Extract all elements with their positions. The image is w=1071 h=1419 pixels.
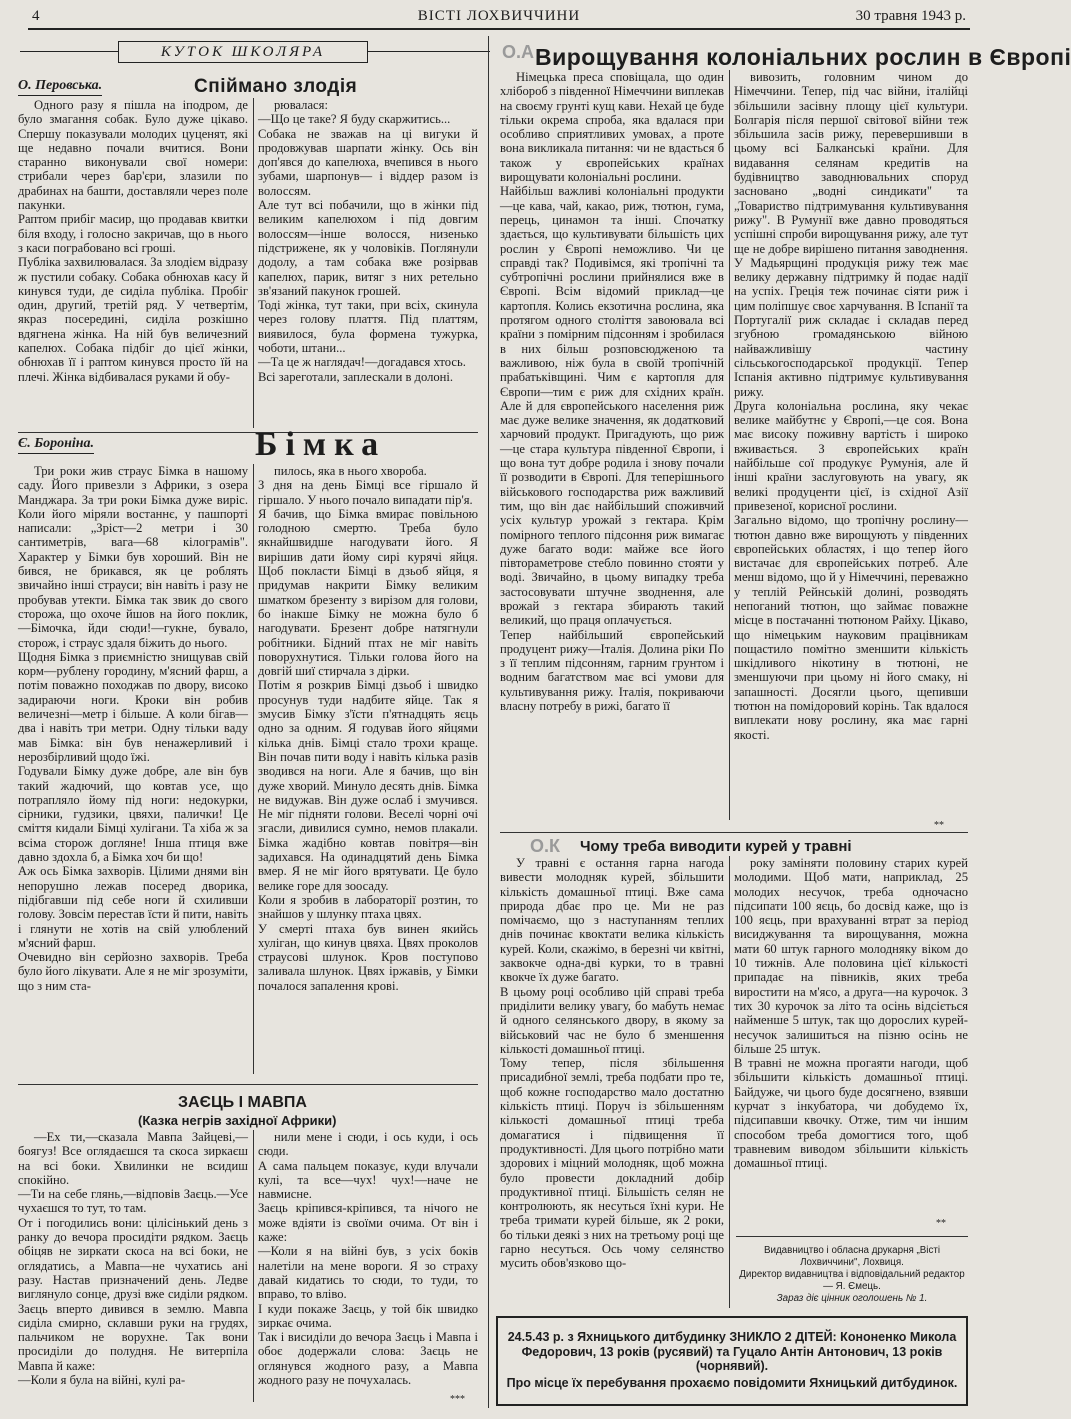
article-divider bbox=[18, 1084, 478, 1085]
article1-title: Спіймано злодія bbox=[194, 76, 358, 97]
page-number: 4 bbox=[32, 8, 40, 24]
imprint bbox=[736, 1245, 968, 1305]
article1-column2: рювалася: —Що це таке? Я буду скаржитись... Собака не зважав на ці вигуки й продовжував шарпати жінку. Ось він доп'явся до капелюха, вчепився в нього зубами, шарпонув— і віддер разом із волоссям. Але тут всі побачили, що в жінки під великим капелюхом і під довгим волоссям—інше волосся, низенько підстрижене, як у чоловіків. Поглянули додолу, а там собака вже розірвав капелюх, парик, витяг з них ретельно зв'язаний пакунок грошей. Тоді жінка, тут таки, при всіх, скинула через голову плаття. Під платтям, виявилося, була формена тужурка, чоботи, штани... —Та це ж наглядач!—догадався хтось. Всі зареготали, заплескали в долоні. bbox=[258, 98, 478, 384]
column-rule bbox=[253, 98, 254, 428]
issue-date: 30 травня 1943 р. bbox=[855, 8, 966, 24]
imprint-price: Зараз діє цінник оголошень № 1. bbox=[776, 1293, 928, 1304]
column-rule bbox=[729, 70, 730, 820]
article5-title: Чому треба виводити курей у травні bbox=[580, 838, 852, 855]
article-divider bbox=[18, 432, 478, 433]
article1-author: О. Перовська. bbox=[18, 78, 102, 96]
column-rule bbox=[253, 1130, 254, 1402]
article2-column2: пилось, яка в нього хвороба. З дня на день Бімці все гіршало й гіршало. У нього почало випадати пір'я. Я бачив, що Бімка вмирає повільною голодною смертю. Треба було якнайшвидше нагодувати його. Я вирішив дати йому сирі курячі яйця. Щоб покласти Бімці в дзьоб яйця, я придумав накрити Бімку великим шматком брезенту з вирізом для голови, бо інакше Бімку не можна було б нагодувати. Брезент добре натягнули робітники. Бідний птах не міг навіть поворухнутися. Тільки голова його на довгій шиї стирчала з дірки. Потім я розкрив Бімці дзьоб і швидко просунув туди надбите яйце. Так я змусив Бімку з'їсти п'ятнадцять яєць одно за одним. Я годував його яйцями кілька днів. Бімці стало трохи краще. Він почав пити воду і навіть кілька разів зводився на ноги. Але я бачив, що він дуже хворий. Минуло десять днів. Бімка не видужав. Він дуже ослаб і змучився. Не міг підняти голови. Веселі чорні очі згасли, дивилися сумно, немов плакали. Бімка жадібно ковтав повітря—він задихався. На одинадцятий день Бімка вмер. Я не міг його врятувати. Це було велике горе для зоосаду. Коли я зробив в лабораторії розтин, то знайшов у шлунку птаха цвях. У смерті птаха був винен якийсь хуліган, що кинув цвяха. Цвях проколов страусові шлунок. Кров поступово заливала шлунок. Цвях іржавів, у Бімки почалося запалення крові. bbox=[258, 464, 478, 993]
section-label: КУТОК ШКОЛЯРА bbox=[118, 41, 368, 63]
article5-column2: року заміняти половину старих курей молодими. Щоб мати, наприклад, 25 молодих несучок, треба одночасно підсипати 100 яєць, бо досвід каже, що із 100 яєць, при врахуванні втрат за період висиджування та вирощування, можна мати 60 штук гарного молодняку віком до 10 тижнів. Але половина цієї кількості припадає на півників, яких треба виростити на м'ясо, а друга—на курочок. З тих 30 курочок за літо та осінь відсіється найменше 5 штук, так що дорослих курей-несучок залишиться на пізню осінь не більше 25 штук. В травні не можна прогаяти нагоди, щоб збільшити кількість домашньої птиці. Байдуже, чи цього буде досягнено, взявши курчат з інкубатора, чи добудемо їх, підсипавши квочку. Отже, тим чи іншим способом треба домогтися того, щоб травневим виводом збільшити кількість домашньої птиці. bbox=[734, 856, 968, 1171]
article2-title: Бімка bbox=[255, 426, 387, 463]
imprint-rule bbox=[736, 1236, 968, 1237]
article3-subtitle: (Казка негрів західної Африки) bbox=[138, 1113, 337, 1128]
article3-column2: нили мене і сюди, і ось куди, і ось сюди. А сама пальцем показує, куди влучали кулі, та все—чух! чух!—наче не навмисне. Заєць кріпився-кріпився, та нічого не може вдіяти із своїми очима. От він і каже: —Коли я на війні був, з усіх боків налетіли на мене вороги. Я зо страху давай кидатись то сюди, то туди, то вправо, то вліво. І куди покаже Заєць, у той бік швидко зиркає очима. Так і висиділи до вечора Заєць і Мавпа і обоє додержали слова: Заєць не оглянувся жодного разу, а Мавпа жодного разу не почухалась. bbox=[258, 1130, 478, 1388]
notice-request: Про місце їх перебування прохаємо повідомити Яхницький дитбудинок. bbox=[506, 1375, 958, 1390]
article4-title: Вирощування колоніальних рослин в Європі bbox=[535, 44, 1071, 70]
missing-children-notice bbox=[496, 1316, 968, 1406]
newspaper-name: ВІСТІ ЛОХВИЧЧИНИ bbox=[417, 8, 581, 24]
imprint-publisher: Видавництво і обласна друкарня „Вісті Лохвиччини", Лохвиця. bbox=[763, 1245, 941, 1268]
article3-title: ЗАЄЦЬ І МАВПА bbox=[178, 1094, 307, 1111]
article4-column2: вивозить, головним чином до Німеччини. Тепер, під час війни, італійці збільшили засівну площу цієї культури. Болгарія після першої світової війни теж збільшила засів рижу, перевершивши в цьому всі Балканські країни. Для видавання селянам кредитів на будівництво заводнювальних споруд засновано „водні синдикати" та „Товариство підтримування культивування рижу". В Румунії вже давно проводяться успішні спроби вирощування рижу, але тут ще не добре вирішено питання заводнення. У Мадьярщині продукція рижу теж має велику державну підтримку й подає надії на успіх. Греція теж починає сіяти риж і цим поліпшує своє харчування. В Іспанії та Португалії риж складає і складав перед згубною громадянською війною найважливішу частину сільськогосподарської продукції. Тепер Іспанія активно підтримує культивування рижу. Друга колоніальна рослина, яку чекає велике майбутнє у Європі,—це соя. Вона має високу поживну вартість і широко вживається. З європейських країн найбільше сої продукує Румунія, але й інші країни заслуговують на увагу, як великі продуценти цієї, із східної Азії привезеної, корисної рослини. Загально відомо, що тропічну рослину—тютюн давно вже вирощують у південних європейських областях, і що тепер його вистачає для європейських потреб. Але менш відомо, що й у Німеччині, переважно у теплій Рейнській долині, розводять непоганий тютюн, що займає поважне місце в постачанні тютюном Райху. Цікаво, що німецьким науковим працівникам пощастило помітно зменшити кількість шкідливого нікотину в тютюні, не зменшуючи при цьому ні його смаку, ні запашності. Досягли цього, щепивши тютюн на помідоровий корінь. Так вдалося виплекати нову рослину, яка має гарні якості. bbox=[734, 70, 968, 742]
ink-stamp: О.А bbox=[502, 42, 535, 62]
page-center-rule bbox=[488, 36, 489, 1408]
article-divider bbox=[500, 832, 968, 833]
end-mark: ** bbox=[936, 1218, 946, 1229]
ink-stamp: О.К bbox=[530, 836, 560, 856]
article3-column1: —Ех ти,—сказала Мавпа Зайцеві,—боягуз! Все оглядаєшся та скоса зиркаєш на всі боки. Хвилинки не всидиш спокійно. —Ти на себе глянь,—відповів Заєць.—Усе чухаєшся то тут, то там. От і погодились вони: цілісінький день з ранку до вечора просидіти рядком. Заєць обіцяв не зиркати скоса на всі боки, не оглядатись, а Мавпа—не чухатись ані разу. Настав призначений день. Ледве виглянуло сонце, друзі вже сиділи рядком. Заєць вперто дивився в землю. Мавпа сиділа смирно, склавши руки на грудях, пальчиком не ворухне. Так вони просиділи до полудня. Не витерпіла Мавпа й каже: —Коли я була на війні, кулі ра- bbox=[18, 1130, 248, 1388]
end-mark: *** bbox=[450, 1394, 465, 1405]
article1-column1: Одного разу я пішла на іподром, де було змагання собак. Було дуже цікаво. Спершу показували молодих цуценят, які ще недавно почали вчитися. Вони старанно виконували свої номери: стрибали через бар'єри, злазили по драбинах на башти, доставляли через поле пакунки. Раптом прибіг масир, що продавав квитки біля входу, і голосно закричав, що в нього з каси пограбовано всі гроші. Публіка захвилювалася. За злодієм відразу ж пустили собаку. Собака обнюхав касу й кинувся туди, де сиділа публіка. Пробіг один, другий, третій ряд. У четвертім, якраз посередині, сиділа розкішно вдягнена жінка. На ній був величезний капелюх. Собака підбіг до цієї жінки, обнюхав її і раптом кинувся просто їй на плечі. Жінка відбивалася руками й обу- bbox=[18, 98, 248, 384]
masthead bbox=[28, 6, 970, 30]
article2-column1: Три роки жив страус Бімка в нашому саду. Його привезли з Африки, з озера Манджара. За три роки Бімка дуже виріс. Коли його міряли востаннє, у пашпорті написали: „Зріст—2 метри і 30 сантиметрів, вага—68 кілограмів". Характер у Бімки був хороший. Він не бився, не брикався, як це роблять звичайно інші страуси; він навіть і разу не пробував утекти. Бімка так звик до свого сторожа, що охоче йшов на його поклик,—Бімочка, йди сюди!—гукне, бувало, сторож, і страус здаля біжить до нього. Щодня Бімка з приємністю знищував свій корм—рублену городину, м'ясний фарш, а потім поважно походжав по двору, високо задираючи ноги. Кроки він робив величезні—метр і більше. А коли бігав—два і навіть три метри. Одну тільки ваду мав Бімка: він був ненажерливий і нерозбірливий щодо їжі. Годували Бімку дуже добре, але він був такий жадючий, що ковтав усе, що потрапляло йому під ноги: недокурки, сірники, гудзики, цвяхи, палички! Це сміття кидали Бімці хулігани. Та хіба ж за всіма сторож догляне! Інша птиця вже давно здохла б, а Бімка хоч би що! Аж ось Бімка захворів. Цілими днями він непорушно лежав посеред дворика, підібгавши під себе ноги й схиливши голову. Зовсім перестав їсти й пити, навіть і глянути не хотів на свій улюблений м'ясний фарш. Очевидно він серйозно захворів. Треба було його лікувати. Але я не міг зрозуміти, що з ним ста- bbox=[18, 464, 248, 993]
notice-main: 24.5.43 р. з Яхницького дитбудинку ЗНИКЛО 2 ДІТЕЙ: Кононенко Микола Федорович, 13 років (русявий) та Гуцало Антін Антонович, 13 років (чорнявий). bbox=[507, 1330, 957, 1373]
article4-column1: Німецька преса сповіщала, що один хлібороб з південної Німеччини виплекав на своєму грунті кущ кави. Нехай це буде тільки окрема спроба, яка вдалася при особливо сприятливих умовах, а проте вона викликала питання: чи не вдасться б також у європейських країнах вирощувати колоніальні рослини. Найбільш важливі колоніальні продукти—це кава, чай, какао, риж, тютюн, гума, перець, цинамон та інші. Спочатку здається, що культивувати більшість цих рослин у Європі неможливо. Чи це справді так? Подивімся, які тропічні та субтропічні рослини прийнялися вже в Європі. Всім відомий приклад—це картопля. Колись екзотична рослина, яка протягом одного століття завоювала всі країни з помірним підсонням і зробилася в них більш розповсюдженою та важливою, ніж була в своїй тропічній прабатьківщині. Чим є картопля для Європи—тим є риж для східних країн. Але й для європейського населення риж має дуже велике значення, як додатковий харчовий продукт. Пригадують, що риж—це стара культура південної Європи, і що вона тут добре родила і знову почали її розводити в Європі. Для теперішнього військового господарства риж важливий тим, що він дає найбільший споживчий усіх культур урожай з гектара. Крім помірного теплого підсоння риж вимагає дуже багато води: майже все його півтораметрове стебло повинно стояти у воді. Звичайно, в цьому випадку треба застосовувати штучне зводнення, але врожай з гектара збирають такий великий, що праця оплачується. Тепер найбільший європейський продуцент рижу—Італія. Долина ріки По з її теплим підсонням, гарним грунтом і водним багатством має всі умови для культивування рижу. Італія, покриваючи власну потребу в рижі, багато її bbox=[500, 70, 724, 714]
imprint-editor: Директор видавництва і відповідальний редактор — Я. Ємець. bbox=[739, 1269, 965, 1292]
column-rule bbox=[253, 464, 254, 1074]
article2-author: Є. Бороніна. bbox=[18, 436, 94, 454]
column-rule bbox=[729, 856, 730, 1308]
end-mark: ** bbox=[934, 820, 944, 831]
article5-column1: У травні є остання гарна нагода вивести молодняк курей, збільшити кількість домашньої птиці. Вже сама природа дбає про це. Ми не раз помічаємо, що з наступанням теплих днів починає квоктати велика кількість курей. Коли, скажімо, в березні чи квітні, заквокче одна-дві курки, то в травні квокче їх дуже багато. В цьому році особливо цій справі треба приділити велику увагу, бо мабуть немає й одного селянського двору, в якому за військовий час не було б зменшення кількості домашньої птиці. Тому тепер, після збільшення присадибної землі, треба подбати про те, щоб кожне господарство мало достатню кількість птиці. Поруч із збільшенням кількості домашньої птиці треба домагатися і підвищення її продуктивності. Для цього потрібно мати здорових і міцний молодняк, щоб можна було провести докладний добір продуктивної птиці. Більшість селян не контролюють, як несуться їхні кури. Не треба тримати курей більше, як 2 роки, бо тільки деякі з них на третьому році ще гарно несуться. Ось чому селянство мусить обов'язково що- bbox=[500, 856, 724, 1271]
